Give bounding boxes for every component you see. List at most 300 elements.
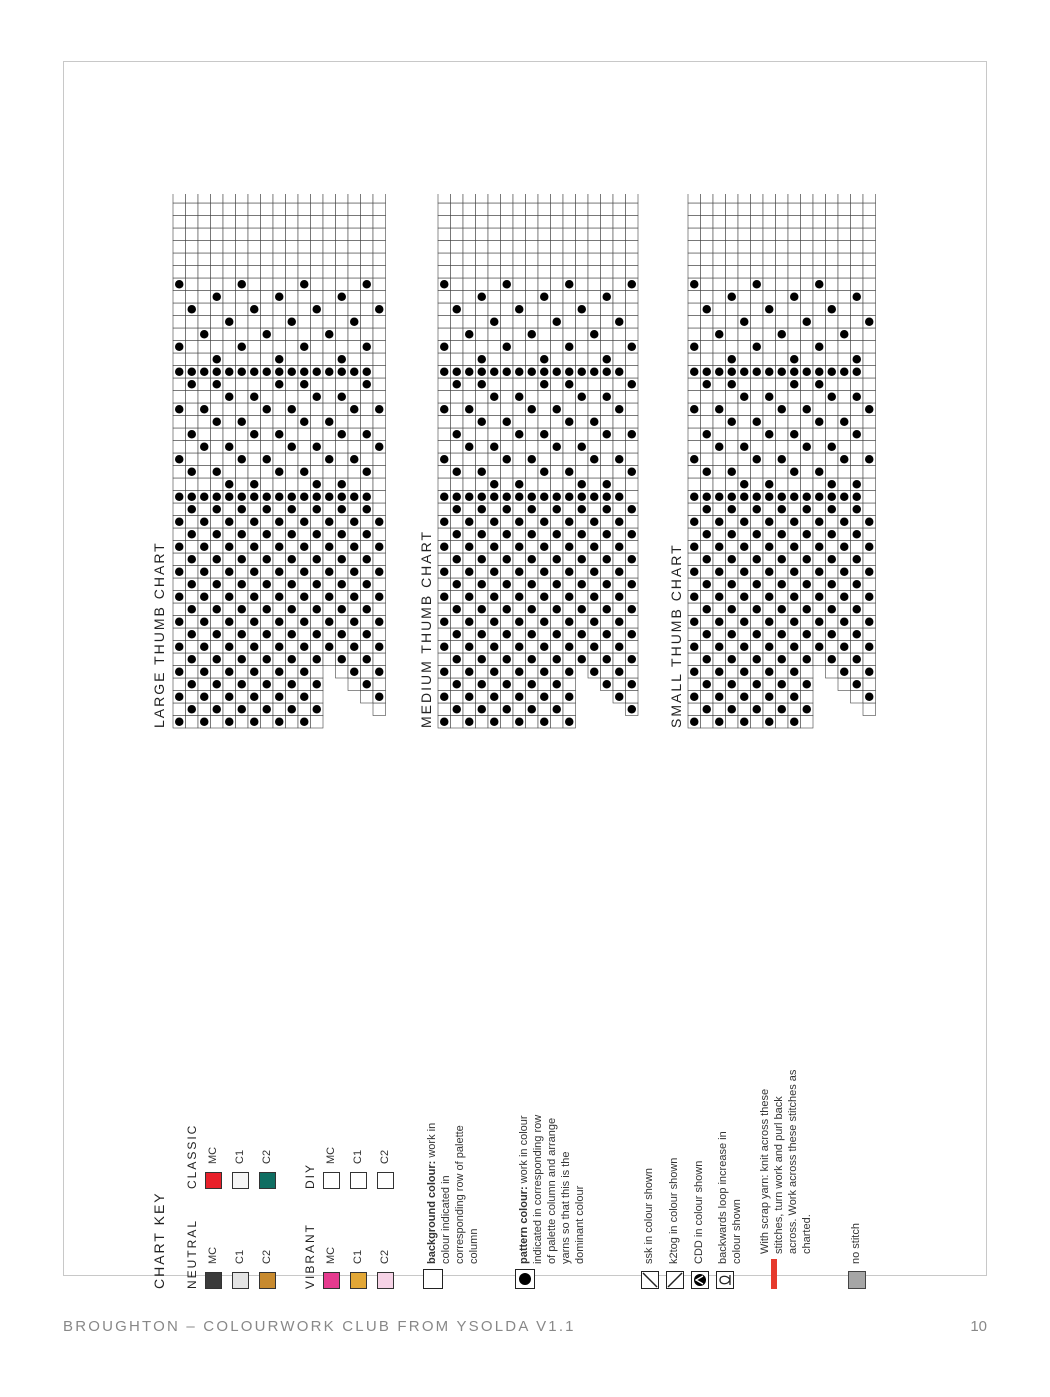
- large-chart-cell: [186, 203, 199, 216]
- large-pattern-dot: [275, 518, 284, 527]
- medium-pattern-dot: [578, 443, 587, 452]
- large-pattern-dot: [313, 655, 322, 664]
- small-chart-cell: [726, 441, 739, 454]
- medium-pattern-dot: [628, 430, 637, 439]
- large-chart-cell: [323, 303, 336, 316]
- large-chart-cell: [373, 653, 386, 666]
- small-chart-cell: [751, 241, 764, 254]
- medium-pattern-dot: [528, 530, 537, 539]
- large-pattern-dot: [175, 618, 184, 627]
- medium-pattern-dot: [565, 593, 574, 602]
- small-pattern-dot: [728, 555, 737, 564]
- large-pattern-dot: [175, 543, 184, 552]
- small-chart-cell: [688, 603, 701, 616]
- small-pattern-dot: [715, 518, 724, 527]
- small-pattern-dot: [853, 630, 862, 639]
- medium-chart-cell: [451, 616, 464, 629]
- small-chart-cell: [801, 291, 814, 304]
- small-chart-cell: [851, 278, 864, 291]
- medium-pattern-dot: [478, 680, 487, 689]
- large-chart-cell: [311, 328, 324, 341]
- medium-pattern-dot: [515, 543, 524, 552]
- small-pattern-dot: [778, 505, 787, 514]
- large-chart-cell: [261, 203, 274, 216]
- large-chart-cell: [286, 228, 299, 241]
- medium-pattern-dot: [603, 393, 612, 402]
- large-chart-cell: [348, 478, 361, 491]
- large-pattern-dot: [250, 668, 259, 677]
- small-chart-cell: [863, 628, 876, 641]
- small-chart-cell: [863, 416, 876, 429]
- large-chart-cell: [223, 466, 236, 479]
- large-chart-cell: [236, 466, 249, 479]
- small-chart-cell: [738, 328, 751, 341]
- small-chart-cell: [826, 241, 839, 254]
- small-chart-cell: [738, 653, 751, 666]
- medium-chart-cell: [463, 228, 476, 241]
- small-chart-cell: [701, 216, 714, 229]
- small-pattern-dot: [778, 530, 787, 539]
- large-chart-cell: [236, 353, 249, 366]
- rotated-content: [143, 194, 883, 1294]
- large-pattern-dot: [213, 530, 222, 539]
- medium-chart-cell: [601, 241, 614, 254]
- medium-chart-cell: [488, 553, 501, 566]
- medium-chart-cell: [626, 303, 639, 316]
- small-pattern-dot: [715, 643, 724, 652]
- large-pattern-dot: [288, 443, 297, 452]
- small-chart-cell: [776, 691, 789, 704]
- large-chart-cell: [273, 478, 286, 491]
- large-pattern-dot: [200, 518, 209, 527]
- medium-pattern-dot: [478, 655, 487, 664]
- large-chart-cell: [323, 228, 336, 241]
- medium-pattern-dot: [553, 405, 562, 414]
- small-chart-cell: [763, 453, 776, 466]
- small-chart-cell: [701, 353, 714, 366]
- small-pattern-dot: [815, 543, 824, 552]
- large-chart-cell: [273, 391, 286, 404]
- large-pattern-dot: [200, 643, 209, 652]
- small-pattern-dot: [865, 668, 874, 677]
- medium-pattern-dot: [540, 643, 549, 652]
- ssk-desc: ssk in colour shown: [643, 1168, 655, 1264]
- large-chart-cell: [311, 403, 324, 416]
- large-pattern-dot: [375, 568, 384, 577]
- large-pattern-dot: [313, 705, 322, 714]
- small-pattern-dot: [803, 318, 812, 327]
- large-pattern-dot: [313, 605, 322, 614]
- small-chart-cell: [738, 553, 751, 566]
- medium-pattern-dot: [503, 630, 512, 639]
- small-chart-cell: [738, 703, 751, 716]
- small-chart-cell: [776, 228, 789, 241]
- small-pattern-dot: [815, 518, 824, 527]
- large-chart-cell: [323, 603, 336, 616]
- large-chart-cell: [223, 378, 236, 391]
- large-pattern-dot: [200, 668, 209, 677]
- medium-chart-cell: [526, 266, 539, 279]
- small-pattern-dot: [690, 518, 699, 527]
- medium-chart-cell: [451, 716, 464, 729]
- small-pattern-dot: [778, 368, 787, 377]
- small-chart-cell: [851, 378, 864, 391]
- medium-pattern-dot: [503, 368, 512, 377]
- medium-pattern-dot: [578, 555, 587, 564]
- small-pattern-dot: [690, 593, 699, 602]
- small-chart-cell: [851, 241, 864, 254]
- large-pattern-dot: [338, 580, 347, 589]
- small-chart-cell: [713, 253, 726, 266]
- medium-pattern-dot: [515, 593, 524, 602]
- large-chart-cell: [261, 253, 274, 266]
- small-chart-cell: [813, 216, 826, 229]
- small-chart-cell: [863, 366, 876, 379]
- large-chart-cell: [223, 291, 236, 304]
- small-chart-cell: [851, 266, 864, 279]
- small-chart-cell: [826, 266, 839, 279]
- small-pattern-dot: [690, 618, 699, 627]
- large-chart-cell: [361, 303, 374, 316]
- medium-chart-cell: [526, 691, 539, 704]
- small-chart-cell: [726, 316, 739, 329]
- large-pattern-dot: [288, 405, 297, 414]
- large-chart-cell: [248, 453, 261, 466]
- small-chart-cell: [763, 278, 776, 291]
- small-chart-cell: [776, 716, 789, 729]
- large-chart-cell: [248, 403, 261, 416]
- small-chart-cell: [701, 416, 714, 429]
- large-pattern-dot: [250, 543, 259, 552]
- small-chart-cell: [851, 616, 864, 629]
- medium-chart-cell: [576, 353, 589, 366]
- large-chart-cell: [323, 578, 336, 591]
- medium-chart-cell: [613, 553, 626, 566]
- medium-chart-cell: [613, 266, 626, 279]
- small-chart-cell: [801, 566, 814, 579]
- small-chart-cell: [838, 341, 851, 354]
- large-chart-cell: [223, 203, 236, 216]
- small-pattern-dot: [803, 505, 812, 514]
- medium-chart-cell: [513, 416, 526, 429]
- medium-chart-cell: [476, 278, 489, 291]
- large-chart-cell: [223, 528, 236, 541]
- small-chart-cell: [801, 478, 814, 491]
- medium-chart-cell: [551, 428, 564, 441]
- large-chart-cell: [311, 591, 324, 604]
- small-chart-cell: [838, 478, 851, 491]
- medium-chart-cell: [451, 541, 464, 554]
- small-chart-cell: [688, 216, 701, 229]
- small-chart-cell: [776, 478, 789, 491]
- large-pattern-dot: [288, 368, 297, 377]
- large-chart-cell: [173, 241, 186, 254]
- small-chart-cell: [801, 428, 814, 441]
- large-pattern-dot: [338, 605, 347, 614]
- small-chart-cell: [713, 341, 726, 354]
- large-chart-cell: [273, 266, 286, 279]
- medium-pattern-dot: [515, 668, 524, 677]
- medium-pattern-dot: [603, 355, 612, 364]
- small-chart-cell: [713, 428, 726, 441]
- medium-pattern-dot: [615, 643, 624, 652]
- large-chart-cell: [173, 653, 186, 666]
- large-chart-cell: [248, 241, 261, 254]
- large-chart-cell: [373, 241, 386, 254]
- large-chart-cell: [373, 478, 386, 491]
- small-chart-cell: [863, 466, 876, 479]
- small-chart-cell: [801, 241, 814, 254]
- background-colour-text: work in colour indicated in corresponding row of palette column: [426, 1122, 480, 1264]
- medium-chart-cell: [626, 566, 639, 579]
- large-chart-cell: [361, 328, 374, 341]
- large-chart-cell: [223, 253, 236, 266]
- small-chart-cell: [713, 678, 726, 691]
- small-chart-cell: [801, 216, 814, 229]
- large-chart-cell: [223, 578, 236, 591]
- small-pattern-dot: [765, 480, 774, 489]
- small-pattern-dot: [728, 505, 737, 514]
- large-chart-cell: [248, 553, 261, 566]
- medium-chart-cell: [551, 391, 564, 404]
- large-pattern-dot: [175, 343, 184, 352]
- small-pattern-dot: [865, 318, 874, 327]
- small-chart-cell: [738, 403, 751, 416]
- small-pattern-dot: [715, 493, 724, 502]
- medium-pattern-dot: [578, 530, 587, 539]
- large-chart-cell: [173, 441, 186, 454]
- large-chart-cell: [336, 666, 349, 679]
- large-chart-cell: [198, 291, 211, 304]
- medium-chart-cell: [576, 194, 589, 203]
- large-pattern-dot: [175, 493, 184, 502]
- small-chart-cell: [713, 266, 726, 279]
- small-pattern-dot: [840, 455, 849, 464]
- small-chart-cell: [801, 666, 814, 679]
- medium-chart-cell: [588, 578, 601, 591]
- medium-chart-cell: [513, 403, 526, 416]
- small-chart-cell: [688, 478, 701, 491]
- small-chart-cell: [776, 341, 789, 354]
- medium-chart-cell: [551, 641, 564, 654]
- medium-pattern-dot: [503, 418, 512, 427]
- small-pattern-dot: [853, 505, 862, 514]
- small-chart-cell: [788, 441, 801, 454]
- small-chart-cell: [738, 378, 751, 391]
- large-pattern-dot: [200, 330, 209, 339]
- small-pattern-dot: [715, 593, 724, 602]
- large-chart-cell: [286, 341, 299, 354]
- medium-pattern-dot: [628, 555, 637, 564]
- medium-pattern-dot: [490, 480, 499, 489]
- medium-pattern-dot: [603, 505, 612, 514]
- medium-chart-cell: [438, 528, 451, 541]
- medium-chart-cell: [476, 566, 489, 579]
- medium-pattern-dot: [540, 668, 549, 677]
- large-chart-cell: [336, 453, 349, 466]
- large-chart-cell: [348, 378, 361, 391]
- large-chart-cell: [323, 428, 336, 441]
- large-chart-cell: [236, 403, 249, 416]
- large-chart-cell: [336, 591, 349, 604]
- large-pattern-dot: [275, 430, 284, 439]
- small-chart-cell: [863, 653, 876, 666]
- large-chart-cell: [286, 466, 299, 479]
- small-chart-cell: [713, 216, 726, 229]
- medium-chart-cell: [438, 653, 451, 666]
- medium-chart-cell: [501, 378, 514, 391]
- large-pattern-dot: [200, 493, 209, 502]
- medium-chart-cell: [601, 666, 614, 679]
- large-chart-cell: [348, 278, 361, 291]
- small-pattern-dot: [690, 668, 699, 677]
- large-chart-cell: [298, 603, 311, 616]
- large-pattern-dot: [225, 443, 234, 452]
- small-chart-cell: [763, 291, 776, 304]
- medium-pattern-dot: [503, 655, 512, 664]
- medium-chart-cell: [451, 216, 464, 229]
- medium-chart-cell: [513, 628, 526, 641]
- large-pattern-dot: [300, 643, 309, 652]
- small-chart-cell: [726, 241, 739, 254]
- small-chart-cell: [838, 403, 851, 416]
- large-chart-cell: [286, 291, 299, 304]
- small-pattern-dot: [853, 530, 862, 539]
- small-chart-cell: [713, 653, 726, 666]
- medium-chart-cell: [526, 716, 539, 729]
- small-chart-cell: [713, 241, 726, 254]
- large-chart-cell: [286, 541, 299, 554]
- medium-pattern-dot: [503, 493, 512, 502]
- large-chart-cell: [198, 466, 211, 479]
- small-chart-cell: [751, 441, 764, 454]
- large-pattern-dot: [263, 493, 272, 502]
- small-chart-cell: [688, 253, 701, 266]
- small-chart-cell: [838, 216, 851, 229]
- medium-pattern-dot: [615, 493, 624, 502]
- small-chart-cell: [813, 528, 826, 541]
- medium-pattern-dot: [490, 593, 499, 602]
- small-chart-cell: [838, 278, 851, 291]
- small-chart-cell: [788, 403, 801, 416]
- large-chart-cell: [323, 216, 336, 229]
- small-chart-cell: [763, 466, 776, 479]
- medium-chart-cell: [451, 641, 464, 654]
- small-chart-cell: [851, 591, 864, 604]
- medium-chart-cell: [438, 253, 451, 266]
- medium-pattern-dot: [590, 568, 599, 577]
- medium-chart-cell: [488, 194, 501, 203]
- large-pattern-dot: [300, 418, 309, 427]
- medium-pattern-dot: [615, 668, 624, 677]
- large-chart-cell: [198, 528, 211, 541]
- medium-chart-cell: [451, 666, 464, 679]
- large-pattern-dot: [375, 618, 384, 627]
- large-pattern-dot: [350, 405, 359, 414]
- medium-pattern-dot: [490, 668, 499, 677]
- medium-pattern-dot: [453, 368, 462, 377]
- medium-pattern-dot: [565, 718, 574, 727]
- medium-chart-cell: [451, 591, 464, 604]
- medium-chart-cell: [488, 341, 501, 354]
- large-chart-cell: [186, 666, 199, 679]
- medium-chart-cell: [588, 241, 601, 254]
- large-pattern-dot: [213, 655, 222, 664]
- small-chart-cell: [726, 453, 739, 466]
- medium-pattern-dot: [478, 555, 487, 564]
- large-pattern-dot: [325, 618, 334, 627]
- large-chart-cell: [186, 228, 199, 241]
- small-chart-cell: [713, 194, 726, 203]
- large-chart-cell: [186, 241, 199, 254]
- small-chart-cell: [851, 453, 864, 466]
- classic-mc-label: MC: [207, 1146, 219, 1164]
- medium-chart-cell: [451, 316, 464, 329]
- small-chart-cell: [788, 194, 801, 203]
- medium-chart-cell: [551, 566, 564, 579]
- medium-chart-cell: [463, 241, 476, 254]
- medium-pattern-dot: [465, 643, 474, 652]
- small-chart-cell: [838, 291, 851, 304]
- medium-chart-cell: [551, 691, 564, 704]
- large-pattern-dot: [213, 368, 222, 377]
- large-pattern-dot: [213, 705, 222, 714]
- medium-chart-cell: [463, 578, 476, 591]
- small-chart-cell: [701, 453, 714, 466]
- small-pattern-dot: [790, 380, 799, 389]
- small-chart-cell: [688, 203, 701, 216]
- small-pattern-dot: [840, 568, 849, 577]
- medium-pattern-dot: [590, 618, 599, 627]
- medium-chart-cell: [576, 416, 589, 429]
- medium-chart-cell: [526, 253, 539, 266]
- large-chart-cell: [186, 441, 199, 454]
- small-chart-cell: [788, 678, 801, 691]
- small-chart-cell: [863, 241, 876, 254]
- large-chart-cell: [248, 341, 261, 354]
- medium-chart-cell: [488, 253, 501, 266]
- medium-chart-cell: [513, 291, 526, 304]
- large-pattern-dot: [238, 455, 247, 464]
- medium-chart-cell: [501, 466, 514, 479]
- cdd-desc: CDD in colour shown: [693, 1160, 705, 1264]
- large-pattern-dot: [263, 405, 272, 414]
- medium-pattern-dot: [528, 330, 537, 339]
- small-chart-cell: [763, 553, 776, 566]
- small-chart-cell: [776, 641, 789, 654]
- small-chart-cell: [813, 203, 826, 216]
- medium-chart-cell: [513, 528, 526, 541]
- medium-pattern-dot: [540, 618, 549, 627]
- small-chart-cell: [801, 716, 814, 729]
- large-chart-cell: [348, 653, 361, 666]
- large-chart-cell: [261, 228, 274, 241]
- small-pattern-dot: [865, 518, 874, 527]
- medium-chart-cell: [463, 428, 476, 441]
- medium-chart-cell: [463, 291, 476, 304]
- large-chart-cell: [311, 291, 324, 304]
- medium-chart-cell: [488, 403, 501, 416]
- small-chart-cell: [851, 691, 864, 704]
- small-pattern-dot: [790, 430, 799, 439]
- small-pattern-dot: [765, 368, 774, 377]
- medium-chart-cell: [476, 253, 489, 266]
- large-chart-cell: [211, 203, 224, 216]
- small-pattern-dot: [740, 493, 749, 502]
- medium-chart-cell: [501, 428, 514, 441]
- large-chart-cell: [261, 266, 274, 279]
- medium-chart-cell: [526, 441, 539, 454]
